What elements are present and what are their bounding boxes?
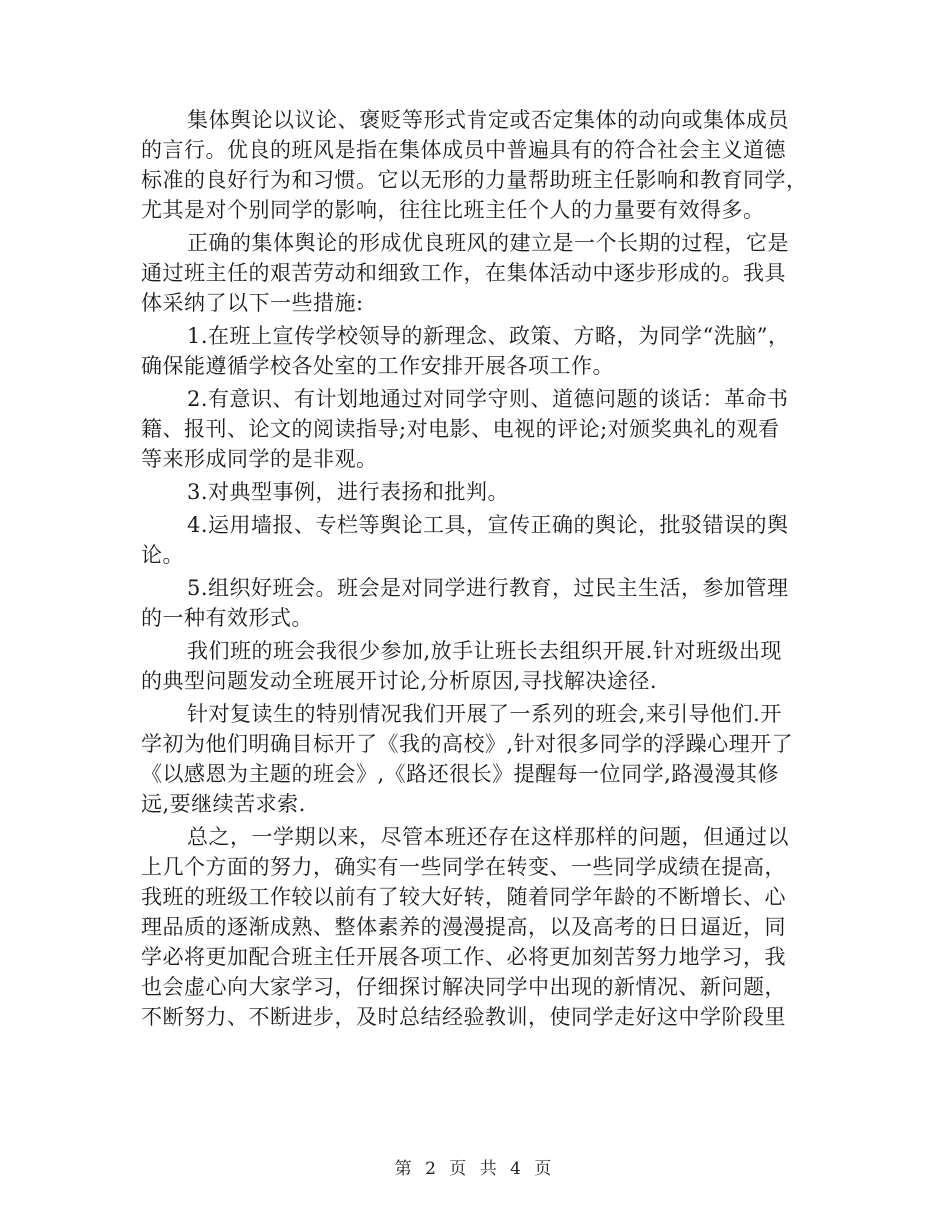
paragraph-summary: 总之，一学期以来，尽管本班还存在这样那样的问题，但通过以 上几个方面的努力，确实有一些同学在转变、一些同学成绩在提高， 我班的班级工作较以前有了较大好转，随着同学年龄的不断增长、心 理品质的逐渐成熟、整体素养的漫漫提高，以及高考的日日逼近，同 学必将更加配合班主任开展各项工作、必将更加刻苦努力地学习，我 也会虚心向大家学习，仔细探讨解决同学中出现的新情况、新问题， 不断努力、不断进步，及时总结经验教训，使同学走好这中学阶段里 bbox=[141, 825, 789, 1029]
page-number-footer: 第 2 页 共 4 页 bbox=[394, 1159, 556, 1179]
paragraph-collective-opinion: 集体舆论以议论、褒贬等形式肯定或否定集体的动向或集体成员 的言行。优良的班风是指在集体成员中普遍具有的符合社会主义道德 标准的良好行为和习惯。它以无形的力量帮助班主任影响和教育同学， 尤其是对个别同学的影响，往往比班主任个人的力量要有效得多。 bbox=[141, 108, 808, 222]
document-body bbox=[141, 105, 811, 1035]
list-item-measure-3: 3.对典型事例，进行表扬和批判。 bbox=[187, 480, 510, 504]
paragraph-measures-intro: 正确的集体舆论的形成优良班风的建立是一个长期的过程，它是 通过班主任的艰苦劳动和细致工作，在集体活动中逐步形成的。我具 体采纳了以下一些措施: bbox=[141, 231, 789, 315]
paragraph-repeat-students: 针对复读生的特别情况我们开展了一系列的班会,来引导他们.开 学初为他们明确目标开了《我的高校》,针对很多同学的浮躁心理开了 《以感恩为主题的班会》,《路还很长》提醒每一位同学,路漫漫其修 远,要继续苦求索. bbox=[141, 702, 794, 816]
list-item-measure-4: 4.运用墙报、专栏等舆论工具，宣传正确的舆论，批驳错误的舆 论。 bbox=[141, 513, 789, 567]
list-item-measure-2: 2.有意识、有计划地通过对同学守则、道德问题的谈话：革命书 籍、报刊、论文的阅读指导;对电影、电视的评论;对颁奖典礼的观看 等来形成同学的是非观。 bbox=[141, 387, 789, 471]
paragraph-class-meetings: 我们班的班会我很少参加,放手让班长去组织开展.针对班级出现 的典型问题发动全班展开讨论,分析原因,寻找解决途径. bbox=[141, 639, 782, 693]
list-item-measure-1: 1.在班上宣传学校领导的新理念、政策、方略，为同学“洗脑”， 确保能遵循学校各处室的工作安排开展各项工作。 bbox=[141, 324, 790, 378]
list-item-measure-5: 5.组织好班会。班会是对同学进行教育，过民主生活，参加管理 的一种有效形式。 bbox=[141, 576, 789, 630]
